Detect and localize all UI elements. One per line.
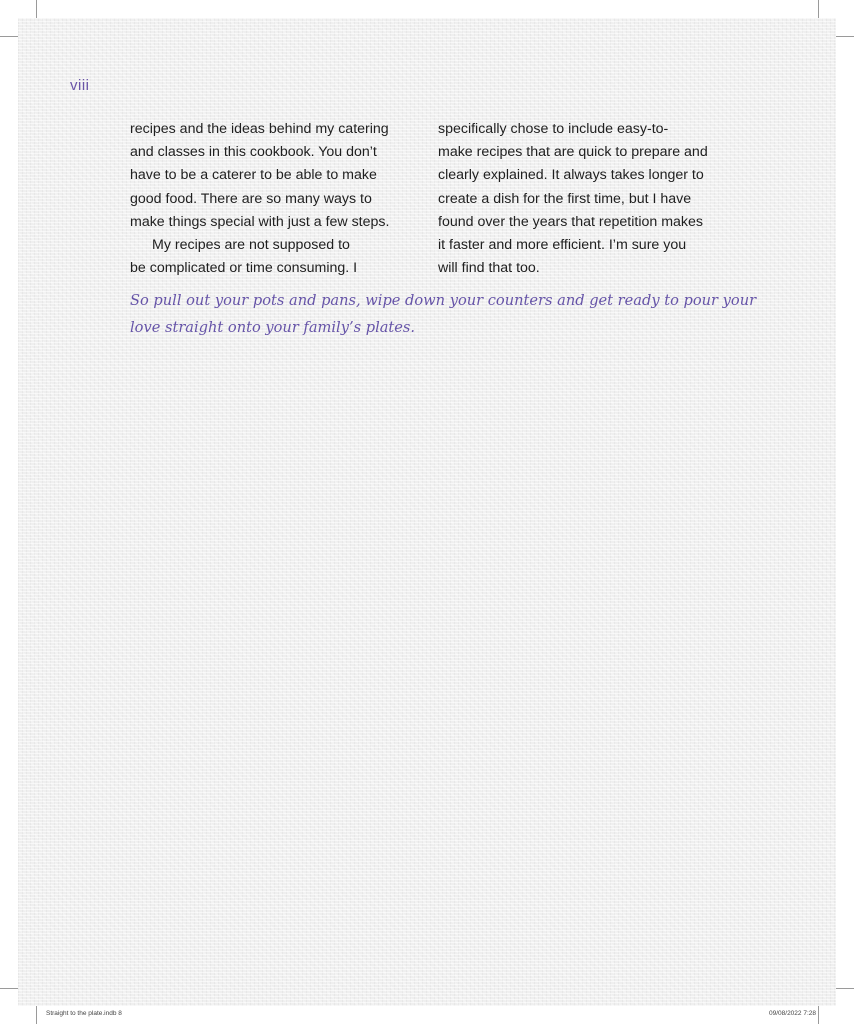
crop-mark-bottom-left	[36, 1006, 37, 1024]
crop-mark-top-right	[818, 0, 819, 18]
body-line: specifically chose to include easy-to-	[438, 121, 669, 137]
body-line: found over the years that repetition makes	[438, 213, 703, 230]
body-line: clearly explained. It always takes longer to	[438, 167, 704, 184]
crop-mark-top-left	[36, 0, 37, 18]
body-line: it faster and more efficient. I’m sure you	[438, 237, 687, 254]
crop-mark-right-top	[836, 36, 854, 37]
crop-mark-left-bottom	[0, 988, 18, 989]
body-line: and classes in this cookbook. You don’t	[130, 144, 377, 161]
body-line: make things special with just a few steps.	[130, 213, 390, 230]
body-line: make recipes that are quick to prepare and	[438, 144, 708, 161]
paragraph-start-line: My recipes are not supposed to	[152, 237, 350, 254]
body-line: have to be a caterer to be able to make	[130, 167, 377, 184]
quote-line: So pull out your pots and pans, wipe down your counters and get ready to pour your	[130, 292, 757, 309]
crop-mark-left-top	[0, 36, 18, 37]
print-slug-timestamp: 09/08/2022 7:28	[769, 1010, 816, 1017]
body-line: be complicated or time consuming. I	[130, 260, 358, 277]
body-line: good food. There are so many ways to	[130, 190, 372, 207]
closing-pull-quote	[130, 287, 757, 341]
page-number: viii	[70, 77, 90, 94]
body-column-left	[130, 118, 420, 280]
crop-mark-right-bottom	[836, 988, 854, 989]
print-slug-filename: Straight to the plate.indb 8	[46, 1010, 122, 1017]
body-line: will find that too.	[438, 260, 540, 277]
quote-line: love straight onto your family’s plates.	[130, 319, 416, 336]
body-line: recipes and the ideas behind my catering	[130, 121, 389, 137]
crop-mark-bottom-right	[818, 1006, 819, 1024]
body-line: create a dish for the first time, but I have	[438, 190, 692, 207]
body-column-right	[438, 118, 738, 280]
